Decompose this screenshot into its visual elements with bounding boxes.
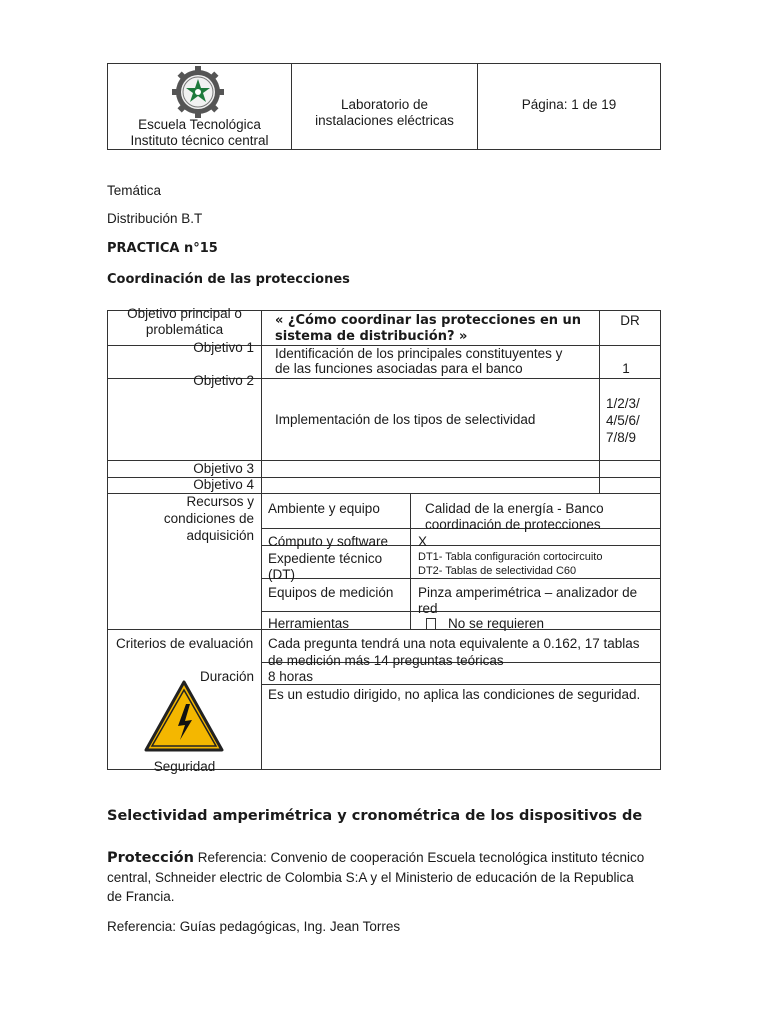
duracion-label: Duración [199,669,254,684]
herramientas-value: No se requieren [448,616,545,631]
obj2-text: Implementación de los tipos de selectividad [275,412,536,427]
gear-star-emblem-icon [170,64,226,120]
recursos-label-1: Recursos y [186,494,254,509]
recursos-label-3: adquisición [186,528,254,543]
obj1-label: Objetivo 1 [193,340,254,355]
criterios-value-1: Cada pregunta tendrá una nota equivalente a 0.162, 17 tablas [268,636,640,651]
reference-paragraph [107,848,667,906]
obj2-dr-1: 1/2/3/ [606,396,640,411]
lab-title-line2: instalaciones eléctricas [315,113,454,128]
high-voltage-warning-icon [144,680,224,752]
page-number: Página: 1 de 19 [521,97,617,112]
obj-principal-text-1: « ¿Cómo coordinar las protecciones en un [275,313,582,328]
expediente-label-2: (DT) [268,567,295,582]
obj3-label: Objetivo 3 [193,461,254,476]
expediente-value-1: DT1- Tabla configuración cortocircuito [418,551,603,563]
ambiente-label: Ambiente y equipo [268,501,380,516]
obj-principal-label-2: problemática [145,322,224,337]
reference-line-1: Referencia: Convenio de cooperación Escuela tecnológica instituto técnico [193,850,645,865]
section-heading: Selectividad amperimétrica y cronométrica de los dispositivos de [107,808,643,824]
coordinacion-title: Coordinación de las protecciones [107,272,350,287]
proteccion-word: Protección [107,850,194,866]
reference-guides: Referencia: Guías pedagógicas, Ing. Jean Torres [107,919,401,934]
computo-label: Cómputo y software [268,534,389,549]
checkbox-icon [426,618,436,630]
reference-line-3: de Francia. [107,889,175,904]
reference-line-2: central, Schneider electric de Colombia S:A y el Ministerio de educación de la Republica [107,870,634,885]
practica-title: PRACTICA n°15 [107,241,218,256]
obj-principal-text-2: sistema de distribución? » [275,329,468,344]
obj-principal-label-1: Objetivo principal o [127,306,242,321]
medicion-value-1: Pinza amperimétrica – analizador de [418,585,638,600]
duracion-value: 8 horas [268,669,314,684]
obj2-label: Objetivo 2 [193,373,254,388]
criterios-value-2: de medición más 14 preguntas teóricas [268,653,504,668]
obj1-dr: 1 [622,361,630,376]
obj1-text-2: de las funciones asociadas para el banco [275,361,523,376]
seguridad-value: Es un estudio dirigido, no aplica las condiciones de seguridad. [268,687,641,702]
lab-title-line1: Laboratorio de [340,97,429,112]
institute-name: Instituto técnico central [130,133,269,148]
expediente-label-1: Expediente técnico [268,551,383,566]
medicion-value-2: red [418,601,438,616]
tematica-label: Temática [107,183,162,198]
school-name: Escuela Tecnológica [138,117,261,132]
obj1-text-1: Identificación de los principales constituyentes y [275,346,563,361]
herramientas-label: Herramientas [268,616,350,631]
ambiente-value-2: coordinación de protecciones [425,517,601,532]
seguridad-label: Seguridad [153,759,216,774]
obj2-dr-2: 4/5/6/ [606,413,640,428]
recursos-label-2: condiciones de [163,511,254,526]
ambiente-value-1: Calidad de la energía - Banco [425,501,604,516]
distribucion-label: Distribución B.T [107,211,203,226]
obj2-dr-3: 7/8/9 [606,430,637,445]
criterios-label: Criterios de evaluación [116,636,254,651]
dr-header: DR [620,313,640,328]
obj4-label: Objetivo 4 [193,477,254,492]
computo-value: X [418,534,428,549]
medicion-label: Equipos de medición [268,585,394,600]
expediente-value-2: DT2- Tablas de selectividad C60 [418,565,577,577]
